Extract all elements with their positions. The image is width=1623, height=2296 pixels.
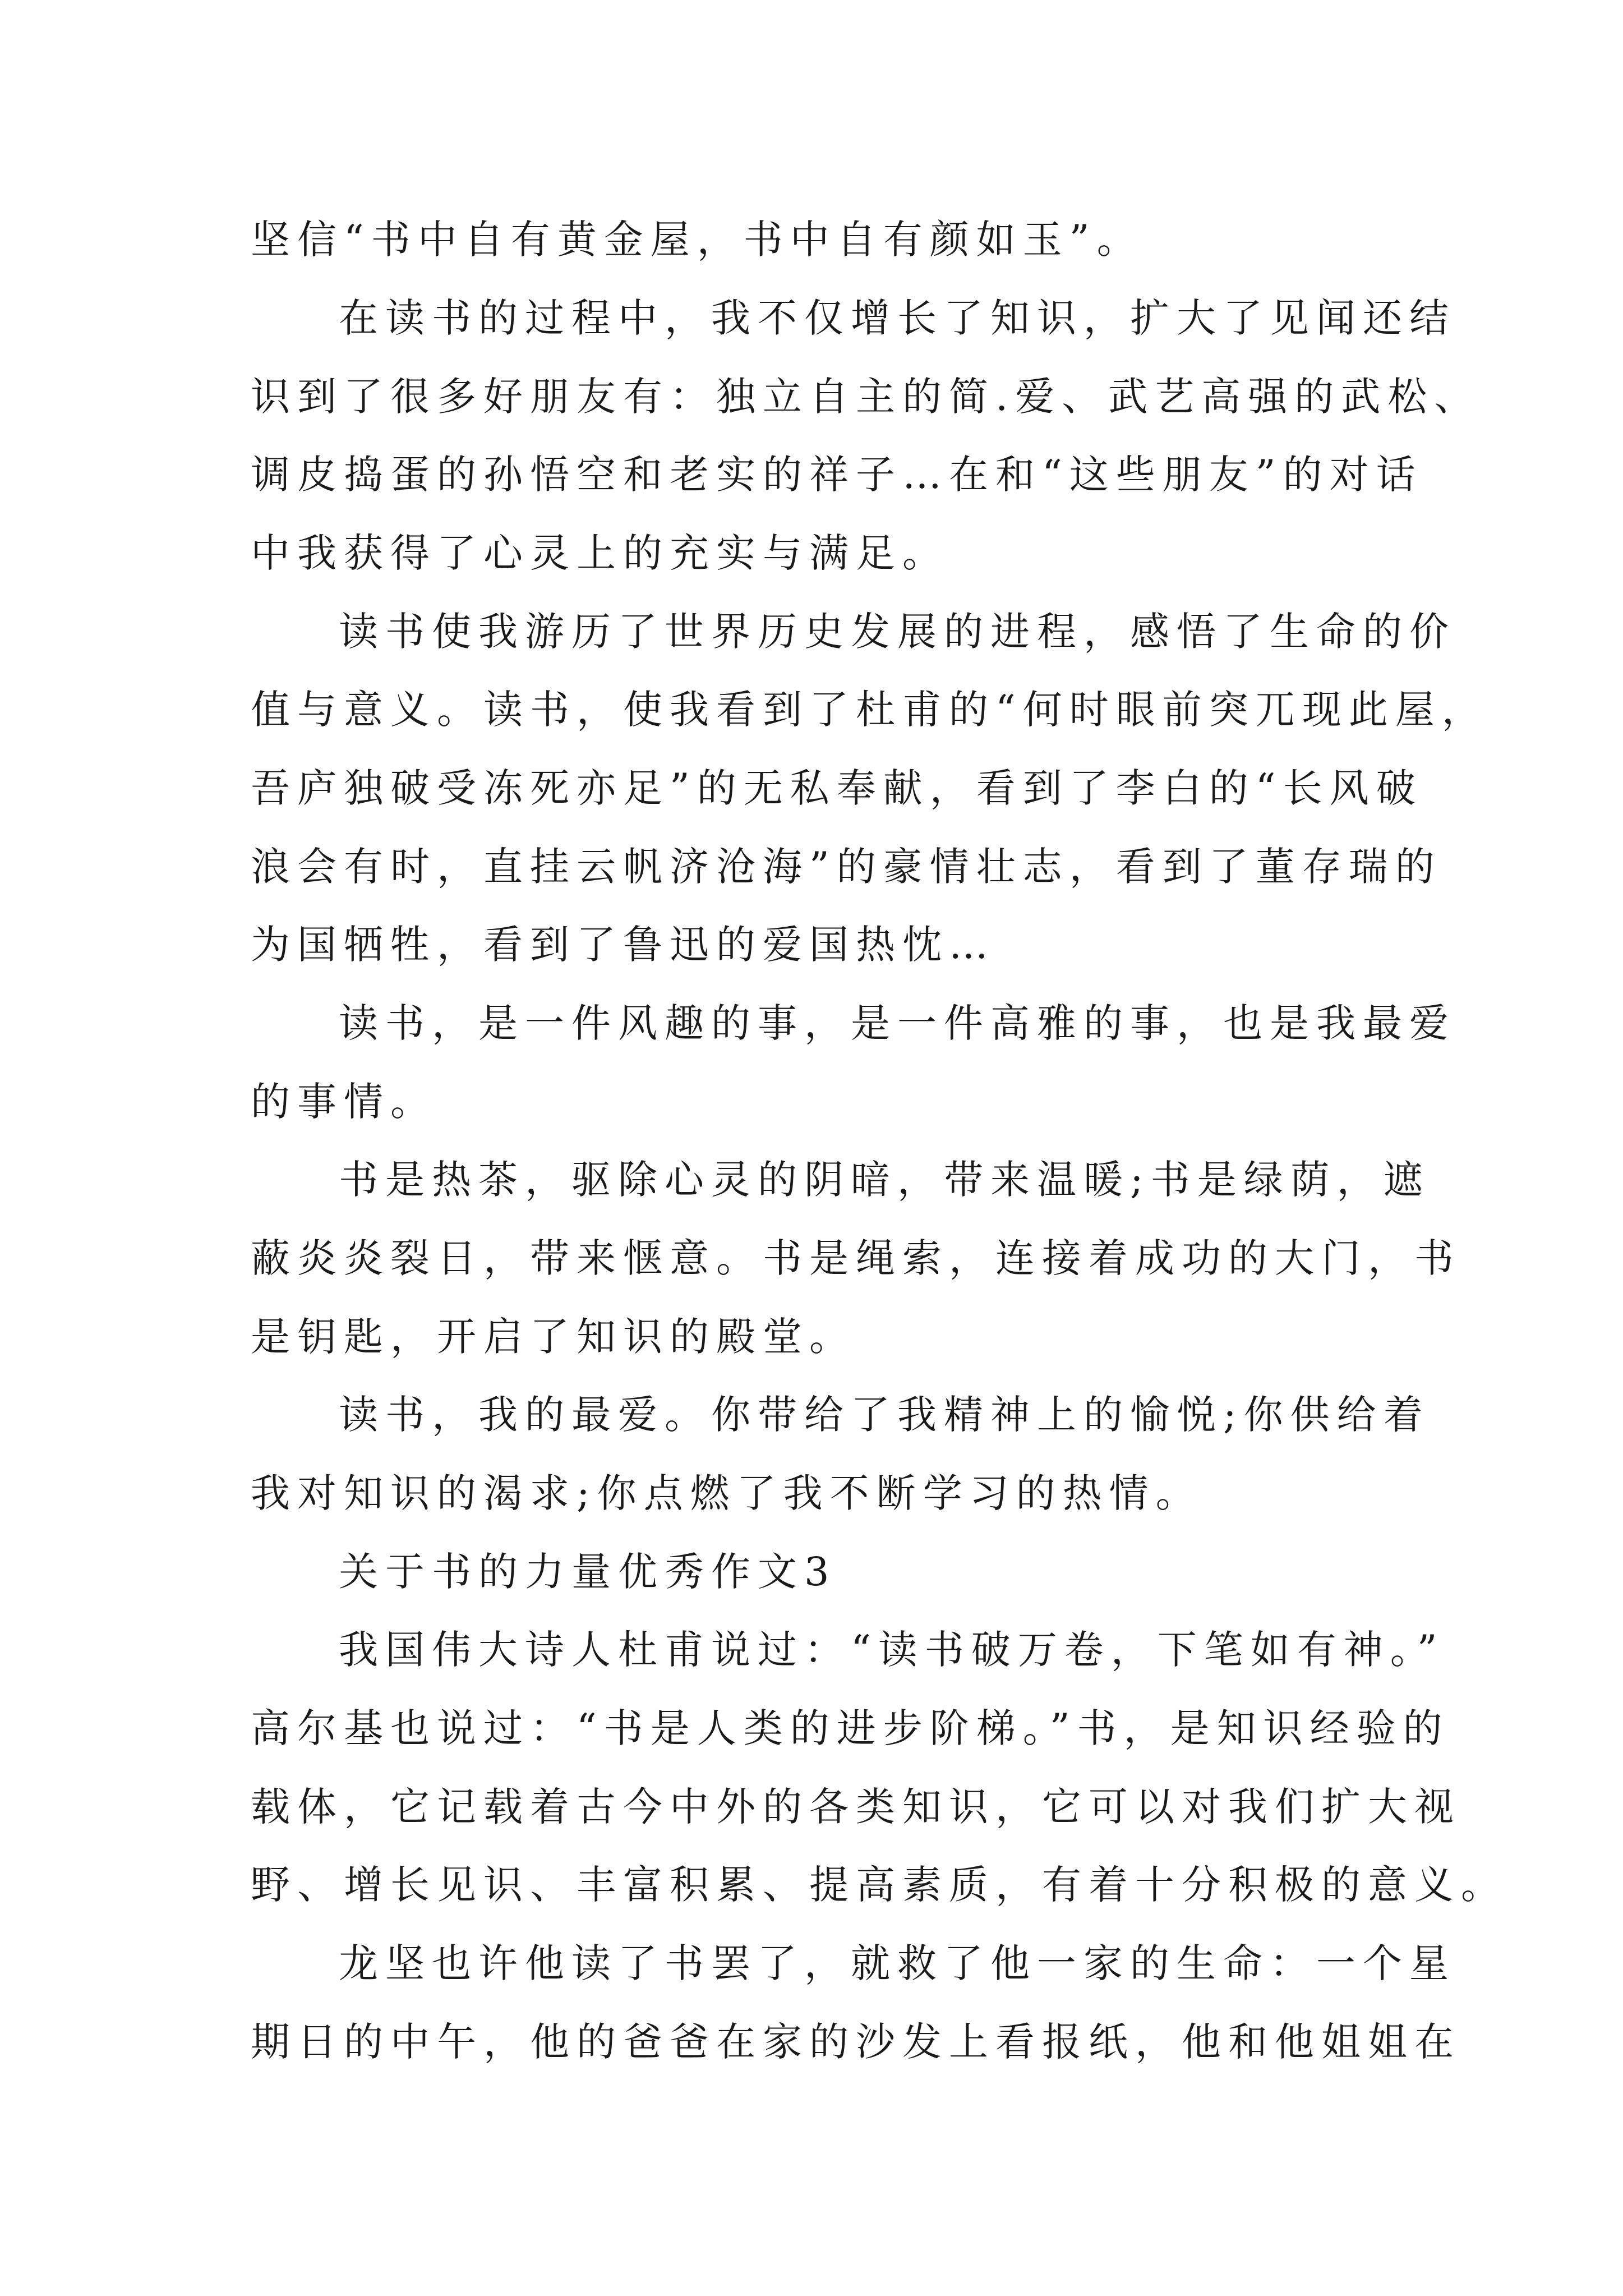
text-line: 识到了很多好朋友有：独立自主的简.爱、武艺高强的武松、 <box>251 374 1481 420</box>
paragraph-start-line: 读书，我的最爱。你带给了我精神上的愉悦;你供给着 <box>339 1392 1430 1438</box>
text-line: 值与意义。读书，使我看到了杜甫的“何时眼前突兀现此屋， <box>251 687 1488 733</box>
text-line: 野、增长见识、丰富积累、提高素质，有着十分积极的意义。 <box>251 1862 1507 1908</box>
paragraph-start-line: 书是热茶，驱除心灵的阴暗，带来温暖;书是绿荫，遮 <box>339 1157 1430 1203</box>
text-line: 蔽炎炎裂日，带来惬意。书是绳索，连接着成功的大门，书 <box>251 1235 1461 1281</box>
text-line: 吾庐独破受冻死亦足”的无私奉献，看到了李白的“长风破 <box>251 765 1423 811</box>
text-line: 我对知识的渴求;你点燃了我不断学习的热情。 <box>251 1470 1202 1516</box>
text-line: 为国牺牲，看到了鲁迅的爱国热忱… <box>251 922 995 968</box>
text-line: 高尔基也说过：“书是人类的进步阶梯。”书，是知识经验的 <box>251 1705 1450 1751</box>
paragraph-start-line: 读书，是一件风趣的事，是一件高雅的事，也是我最爱 <box>339 1000 1456 1046</box>
text-line: 的事情。 <box>251 1079 437 1125</box>
text-line: 坚信“书中自有黄金屋，书中自有颜如玉”。 <box>251 217 1144 263</box>
text-line: 是钥匙，开启了知识的殿堂。 <box>251 1314 856 1360</box>
text-line: 浪会有时，直挂云帆济沧海”的豪情壮志，看到了董存瑞的 <box>251 844 1442 890</box>
paragraph-start-line: 龙坚也许他读了书罢了，就救了他一家的生命：一个星 <box>339 1940 1456 1986</box>
paragraph-start-line: 在读书的过程中，我不仅增长了知识，扩大了见闻还结 <box>339 295 1456 341</box>
text-line: 中我获得了心灵上的充实与满足。 <box>251 530 949 576</box>
section-heading: 关于书的力量优秀作文3 <box>339 1549 837 1595</box>
paragraph-start-line: 我国伟大诗人杜甫说过：“读书破万卷，下笔如有神。” <box>339 1627 1445 1673</box>
paragraph-start-line: 读书使我游历了世界历史发展的进程，感悟了生命的价 <box>339 609 1456 655</box>
text-line: 载体，它记载着古今中外的各类知识，它可以对我们扩大视 <box>251 1784 1461 1830</box>
text-line: 期日的中午，他的爸爸在家的沙发上看报纸，他和他姐姐在 <box>251 2019 1461 2065</box>
text-line: 调皮捣蛋的孙悟空和老实的祥子…在和“这些朋友”的对话 <box>251 452 1423 498</box>
